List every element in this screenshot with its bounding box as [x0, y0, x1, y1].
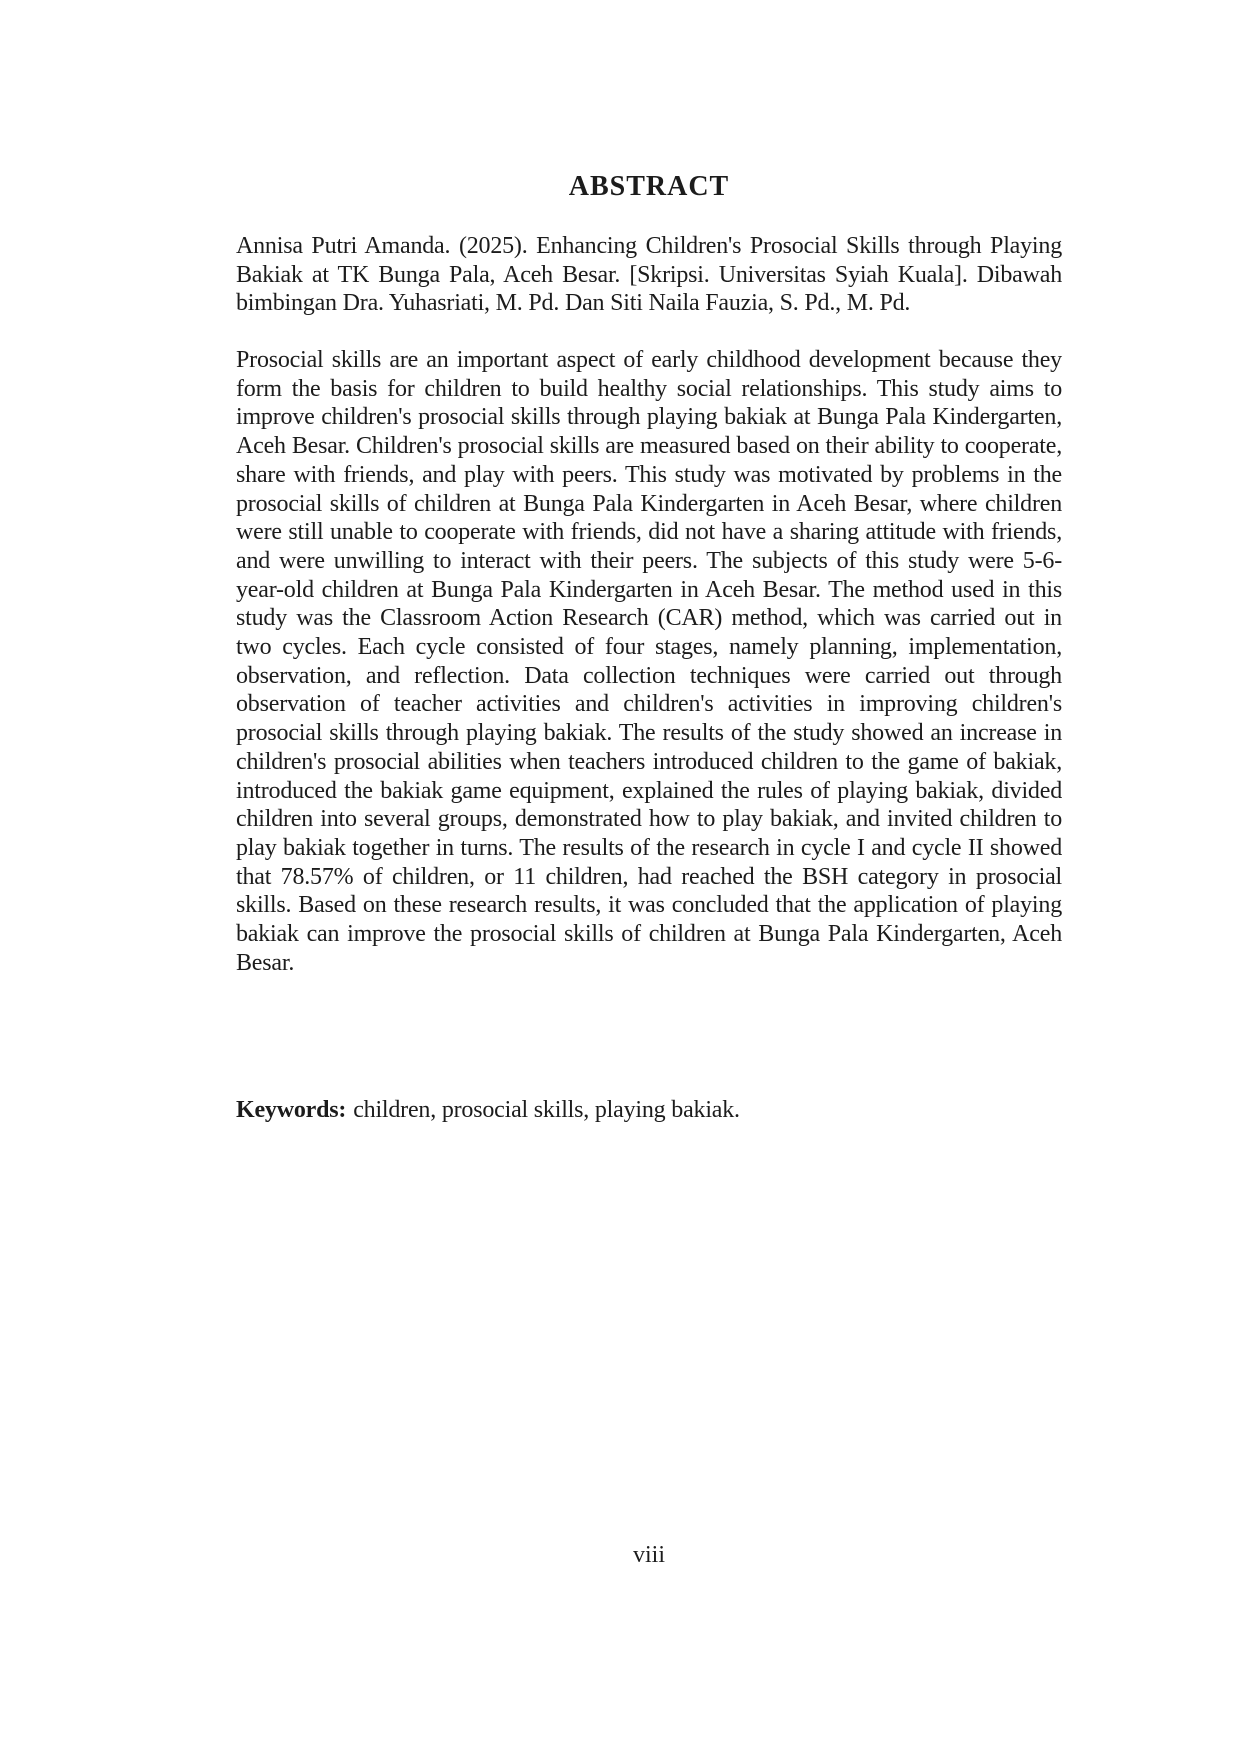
page-number: viii [632, 1542, 665, 1568]
abstract-paragraph: Prosocial skills are an important aspect of early childhood development because they form the basis for children to build healthy social relationships. This study aims to improve children's prosocial skills through playing bakiak at Bunga Pala Kindergarten, Aceh Besar. Children's prosocial skills are measured based on their ability to cooperate, share with friends, and play with peers. This study was motivated by problems in the prosocial skills of children at Bunga Pala Kindergarten in Aceh Besar, where children were still unable to cooperate with friends, did not have a sharing attitude with friends, and were unwilling to interact with their peers. The subjects of this study were 5-6-year-old children at Bunga Pala Kindergarten in Aceh Besar. The method used in this study was the Classroom Action Research (CAR) method, which was carried out in two cycles. Each cycle consisted of four stages, namely planning, implementation, observation, and reflection. Data collection techniques were carried out through observation of teacher activities and children's activities in improving children's prosocial skills through playing bakiak. The results of the study showed an increase in children's prosocial abilities when teachers introduced children to the game of bakiak, introduced the bakiak game equipment, explained the rules of playing bakiak, divided children into several groups, demonstrated how to play bakiak, and invited children to play bakiak together in turns. The results of the research in cycle I and cycle II showed that 78.57% of children, or 11 children, had reached the BSH category in prosocial skills. Based on these research results, it was concluded that the application of playing bakiak can improve the prosocial skills of children at Bunga Pala Kindergarten, Aceh Besar. [236, 347, 1062, 976]
citation-paragraph: Annisa Putri Amanda. (2025). Enhancing Children's Prosocial Skills through Playing Bakiak at TK Bunga Pala, Aceh Besar. [Skripsi. Universitas Syiah Kuala]. Dibawah bimbingan Dra. Yuhasriati, M. Pd. Dan Siti Naila Fauzia, S. Pd., M. Pd. [236, 233, 1062, 317]
keywords-label: Keywords: [236, 1097, 347, 1123]
page-title: ABSTRACT [568, 171, 730, 202]
keywords-line [236, 1096, 1062, 1125]
keywords-value: children, prosocial skills, playing bakiak. [353, 1097, 740, 1123]
